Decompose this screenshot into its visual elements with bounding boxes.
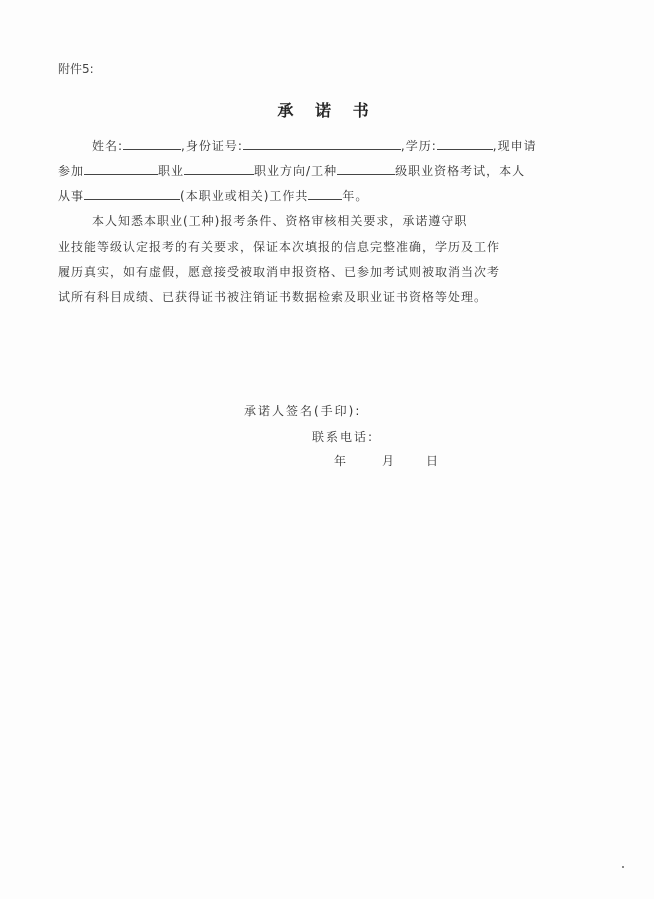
- body-line-1: 本人知悉本职业(工种)报考条件、资格审核相关要求，承诺遵守职: [92, 214, 468, 228]
- info-line-1: [92, 137, 537, 154]
- engaged-label: 从事: [58, 189, 85, 203]
- apply-label: ,现申请: [492, 139, 537, 153]
- participate-blank[interactable]: [84, 162, 158, 175]
- body-line-4: 试所有科目成绩、已获得证书被注销证书数据检索及职业证书资格等处理。: [58, 290, 488, 304]
- attachment-label: 附件5:: [58, 62, 94, 76]
- id-label: ,身份证号:: [181, 139, 243, 153]
- occupation-blank[interactable]: [184, 162, 254, 175]
- education-label: ,学历:: [400, 139, 437, 153]
- scan-speck: [622, 866, 624, 868]
- info-line-3: [58, 187, 368, 204]
- occupation-label: 职业: [158, 164, 185, 178]
- years-label: 年。: [342, 189, 369, 203]
- years-blank[interactable]: [308, 187, 342, 200]
- direction-blank[interactable]: [337, 162, 395, 175]
- month-label: 月: [382, 454, 397, 468]
- id-number-blank[interactable]: [243, 137, 401, 150]
- participate-label: 参加: [58, 164, 85, 178]
- direction-label: 职业方向/工种: [254, 164, 338, 178]
- name-label: 姓名:: [92, 139, 124, 153]
- document-title: 承 诺 书: [277, 101, 377, 120]
- phone-label: 联系电话:: [312, 430, 375, 444]
- day-label: 日: [426, 454, 441, 468]
- related-label: (本职业或相关)工作共: [180, 189, 309, 203]
- body-line-3: 履历真实，如有虚假，愿意接受被取消申报资格、已参加考试则被取消当次考: [58, 265, 501, 279]
- level-label: 级职业资格考试，本人: [395, 164, 526, 178]
- signer-label: 承诺人签名(手印):: [244, 404, 362, 418]
- body-line-2: 业技能等级认定报考的有关要求，保证本次填报的信息完整准确，学历及工作: [58, 240, 501, 254]
- engaged-blank[interactable]: [84, 187, 180, 200]
- date-line: [334, 452, 440, 469]
- education-blank[interactable]: [437, 137, 493, 150]
- info-line-2: [58, 162, 525, 179]
- year-label: 年: [334, 454, 349, 468]
- name-blank[interactable]: [123, 137, 181, 150]
